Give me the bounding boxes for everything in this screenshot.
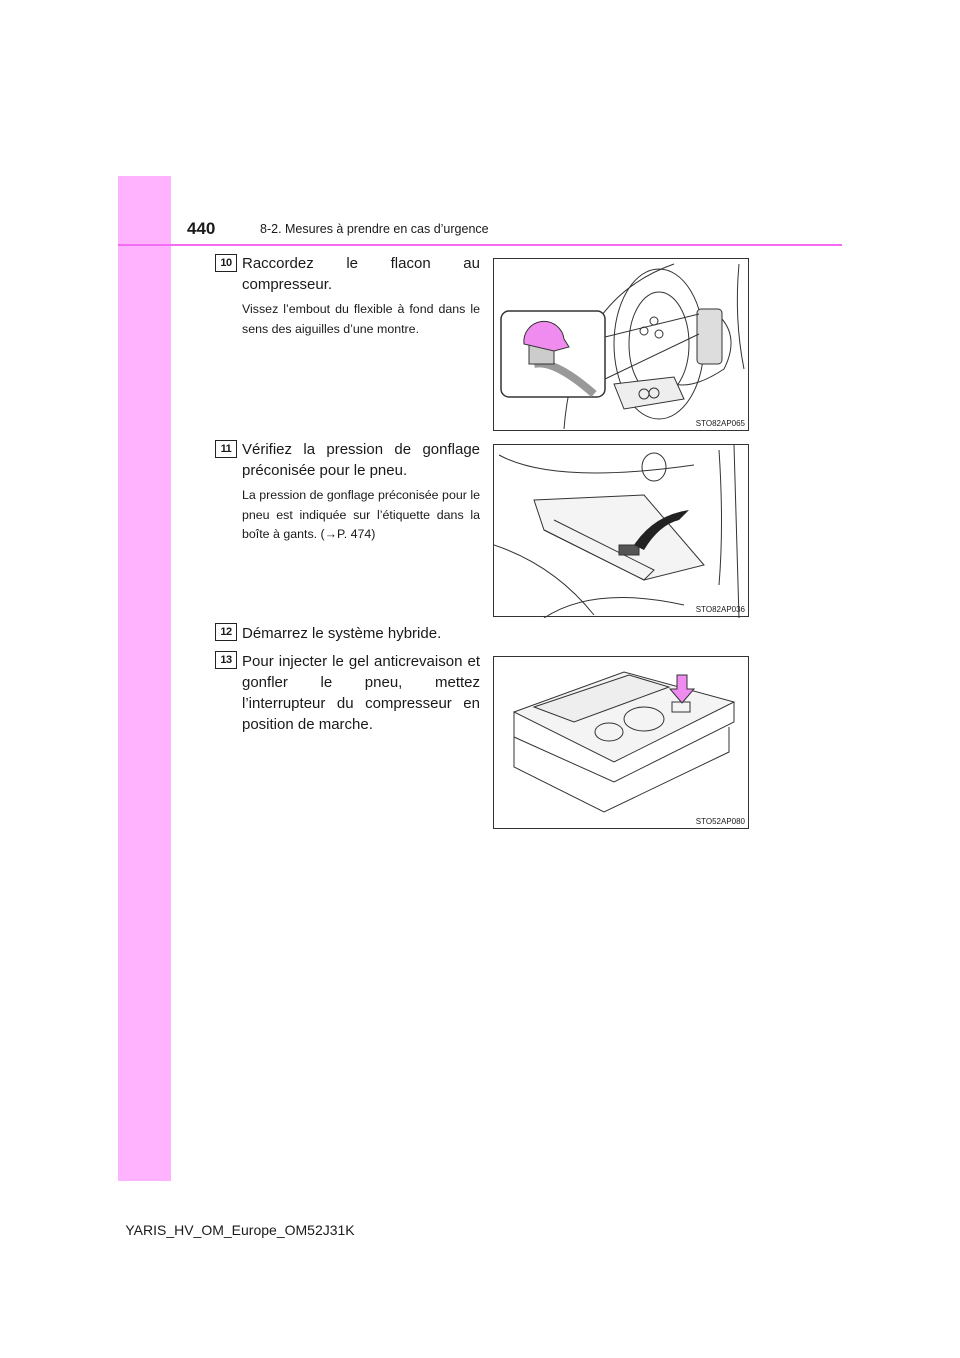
figure-code: STO52AP080 — [695, 817, 745, 826]
glove-box-illustration — [494, 445, 750, 618]
step-number: 10 — [215, 254, 237, 272]
document-id: YARIS_HV_OM_Europe_OM52J31K — [125, 1222, 355, 1238]
step-title: Démarrez le système hybride. — [242, 625, 442, 642]
compressor-switch-illustration — [494, 657, 750, 830]
step-number: 11 — [215, 440, 237, 458]
chapter-sidebar-tab — [118, 176, 171, 1181]
figure-code: STO82AP036 — [695, 605, 745, 614]
header-divider — [118, 244, 842, 246]
figure-compressor-switch — [493, 656, 749, 829]
figure-code: STO82AP065 — [695, 419, 745, 428]
compressor-connect-illustration — [494, 259, 750, 432]
page-number: 440 — [187, 219, 216, 238]
step-number: 13 — [215, 651, 237, 669]
step-title: Vérifiez la pression de gonflage préconisée pour le pneu. — [242, 441, 480, 479]
step-detail: Vissez l’embout du flexible à fond dans le sens des aiguilles d’une montre. — [242, 302, 480, 336]
step-title: Raccordez le flacon au compresseur. — [242, 255, 480, 293]
step-detail: La pression de gonflage préconisée pour le pneu est indiquée sur l’étiquette dans la boîte à gants. (→P. 474) — [242, 488, 480, 541]
step-number: 12 — [215, 623, 237, 641]
step-title: Pour injecter le gel anticrevaison et gonfler le pneu, mettez l’interrupteur du compresseur en position de marche. — [242, 653, 480, 733]
figure-compressor-connect — [493, 258, 749, 431]
figure-glove-box — [493, 444, 749, 617]
section-title: 8-2. Mesures à prendre en cas d’urgence — [260, 222, 489, 236]
